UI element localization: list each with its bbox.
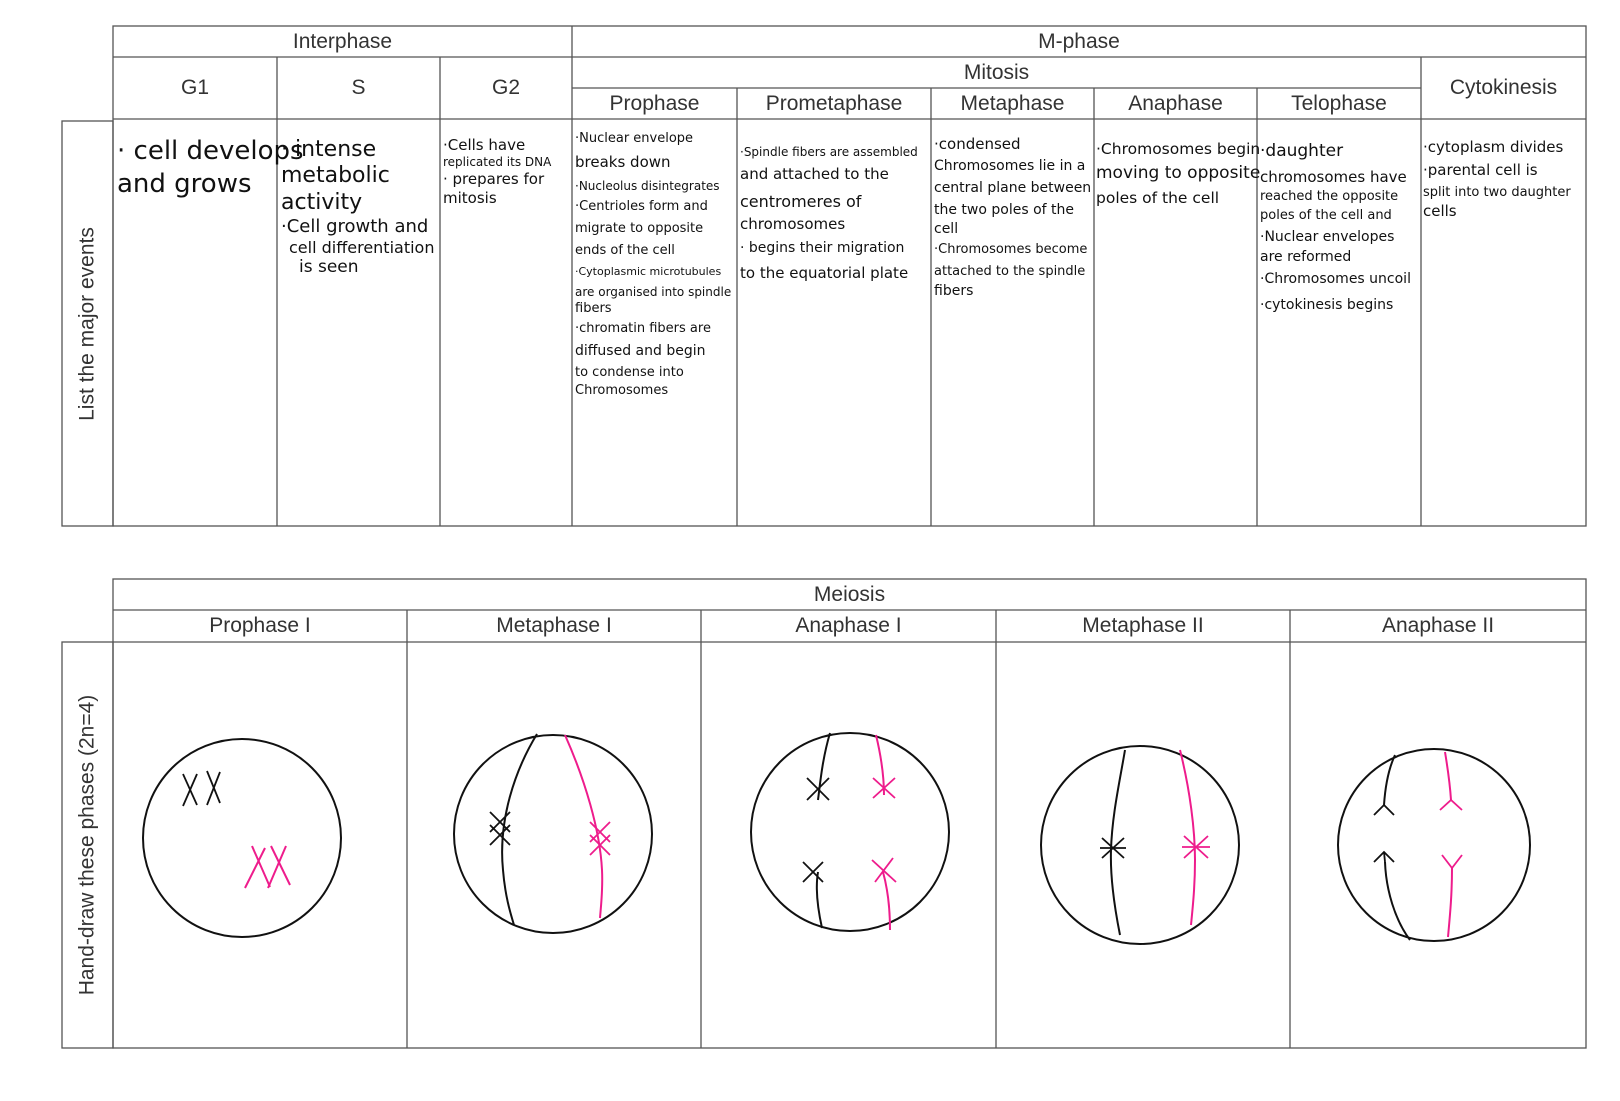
note-line: the two poles of the [934, 201, 1074, 218]
note-line: · begins their migration [740, 239, 905, 256]
note-line: ·daughter [1260, 141, 1344, 161]
notes-s [281, 137, 434, 277]
header-prophase-i: Prophase I [209, 614, 311, 637]
notes-g2 [443, 136, 551, 207]
notes-cytokinesis [1423, 136, 1571, 220]
note-line: diffused and begin [575, 343, 706, 360]
notes-g1 [117, 135, 304, 200]
header-anaphase-ii: Anaphase II [1381, 614, 1495, 637]
row-label-hand-draw: Hand-draw these phases (2n=4) [75, 694, 99, 996]
header-mitosis: Mitosis [963, 60, 1030, 84]
note-line: are reformed [1260, 248, 1352, 265]
note-line: and grows [117, 168, 252, 199]
note-line: Chromosomes lie in a [934, 158, 1086, 175]
note-line: is seen [299, 256, 359, 277]
header-metaphase-ii: Metaphase II [1082, 614, 1204, 637]
note-line: ·Chromosomes uncoil [1260, 271, 1411, 288]
header-metaphase-i: Metaphase I [496, 614, 612, 637]
note-line: migrate to opposite [575, 221, 704, 237]
note-line: cell [934, 221, 959, 238]
header-anaphase-i: Anaphase I [795, 614, 902, 637]
header-g2: G2 [491, 76, 520, 99]
note-line: ·Chromosomes begin [1096, 140, 1261, 158]
note-line: fibers [934, 282, 974, 299]
note-line: ends of the cell [575, 243, 675, 259]
note-line: ·Centrioles form and [575, 198, 708, 214]
header-cytokinesis: Cytokinesis [1449, 76, 1558, 99]
note-line: ·Chromosomes become [934, 242, 1088, 258]
note-line: ·Nuclear envelope [575, 131, 694, 146]
note-line: ·chromatin fibers are [575, 321, 711, 337]
note-line: to condense into [575, 364, 684, 380]
note-line: chromosomes [740, 215, 846, 234]
row-label-major-events: List the major events [75, 227, 99, 421]
header-anaphase: Anaphase [1128, 91, 1223, 115]
note-line: ·Nucleolus disintegrates [575, 178, 720, 193]
note-line: replicated its DNA [443, 154, 552, 169]
header-m-phase: M-phase [1038, 29, 1120, 53]
note-line: ·parental cell is [1423, 161, 1538, 180]
header-meiosis: Meiosis [813, 582, 886, 606]
note-line: Chromosomes [575, 383, 669, 399]
notes-metaphase [934, 133, 1091, 300]
note-line: poles of the cell and [1260, 208, 1392, 224]
note-line: activity [281, 189, 363, 215]
note-line: breaks down [575, 153, 671, 172]
note-line: · intense [281, 137, 377, 162]
note-line: cell differentiation [289, 237, 435, 257]
note-line: chromosomes have [1260, 168, 1407, 187]
note-line: · cell develops [117, 136, 304, 166]
note-line: metabolic [281, 163, 390, 189]
note-line: mitosis [443, 188, 497, 207]
notes-prometaphase [740, 142, 918, 287]
note-line: central plane between [934, 179, 1092, 196]
note-line: ·Cell growth and [281, 216, 429, 238]
header-prophase: Prophase [609, 91, 700, 115]
header-interphase: Interphase [292, 29, 393, 53]
header-metaphase: Metaphase [960, 91, 1065, 115]
note-line: ·condensed [934, 135, 1021, 153]
note-line: ·cytokinesis begins [1260, 296, 1394, 313]
note-line: moving to opposite [1096, 163, 1261, 184]
note-line: fibers [575, 301, 612, 317]
notes-prophase [575, 128, 731, 400]
header-g1: G1 [180, 76, 209, 99]
note-line: and attached to the [740, 165, 889, 184]
note-line: reached the opposite [1260, 189, 1399, 205]
note-line: split into two daughter [1423, 184, 1571, 200]
note-line: ·Cells have [443, 136, 526, 154]
note-line: poles of the cell [1096, 188, 1220, 207]
note-line: ·Spindle fibers are assembled [740, 145, 918, 159]
note-line: attached to the spindle [934, 263, 1086, 279]
note-line: cells [1423, 202, 1457, 220]
note-line: centromeres of [740, 191, 862, 211]
note-line: ·Nuclear envelopes [1260, 228, 1395, 245]
notes-anaphase [1096, 138, 1260, 210]
note-line: ·Cytoplasmic microtubules [575, 265, 722, 279]
note-line: to the equatorial plate [740, 264, 909, 283]
header-telophase: Telophase [1291, 91, 1387, 115]
note-line: ·cytoplasm divides [1423, 138, 1564, 156]
notes-telophase [1260, 138, 1411, 318]
note-line: · prepares for [443, 169, 545, 188]
header-s: S [351, 76, 366, 99]
note-line: are organised into spindle [575, 285, 732, 300]
header-prometaphase: Prometaphase [765, 91, 903, 115]
